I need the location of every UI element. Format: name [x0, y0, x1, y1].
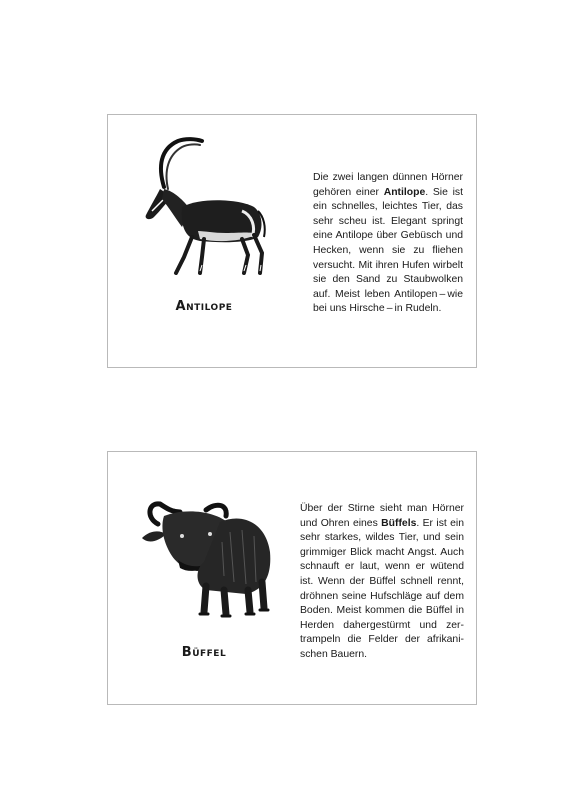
- buffalo-caption: [139, 645, 269, 660]
- caption-text: Antilope: [175, 299, 233, 314]
- text-highlight: Antilope: [383, 186, 426, 198]
- antelope-caption: [139, 299, 269, 314]
- buffalo-description: [300, 502, 464, 663]
- antelope-card: [107, 114, 477, 368]
- buffalo-card: [107, 451, 477, 705]
- caption-text: Büffel: [181, 645, 227, 660]
- text-part: . Er ist ein sehr starkes, wildes Tier, und sein grimmiger Blick macht Angst. Auch schnauft er laut, wenn er wütend ist. Wenn der Büffel schnell rennt, dröhnen seine Hufschläge auf dem Boden. Meist kommen die Büffel in Herden dahergestürmt und zertrampeln die Felder der afrikanischen Bauern.: [300, 517, 464, 660]
- text-part: . Sie ist ein schnelles, leichtes Tier, das sehr scheu ist. Elegant springt eine Antilope über Gebüsch und Hecken, wenn sie zu fliehen versucht. Mit ihren Hufen wirbelt sie den Sand zu Staubwolken auf. Meist leben Antilopen – wie bei uns Hirsche – in Rudeln.: [313, 186, 463, 315]
- text-part: Über der Stirne sieht man Hörner und Ohren eines: [300, 503, 464, 529]
- buffalo-illustration: [134, 472, 274, 620]
- text-highlight: Büffels: [381, 517, 417, 529]
- antelope-illustration: [130, 127, 270, 275]
- antelope-description: [313, 171, 463, 317]
- text-part: Die zwei langen dünnen Hörner gehören einer: [313, 172, 463, 198]
